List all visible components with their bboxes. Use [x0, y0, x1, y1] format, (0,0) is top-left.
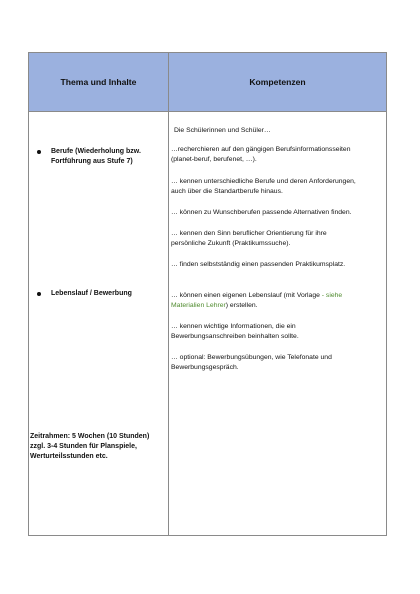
competency-item	[171, 208, 352, 218]
competency-line: auch über die Standartberufe hinaus.	[171, 188, 283, 195]
competency-text: … können einen eigenen Lebenslauf (mit Vorlage	[171, 292, 322, 299]
bullet-icon	[37, 150, 41, 154]
competencies-intro: Die Schülerinnen und Schüler…	[174, 127, 271, 134]
timeframe-line: Werturteilsstunden etc.	[30, 453, 108, 460]
competency-item	[171, 177, 356, 197]
competency-line: … finden selbstständig einen passenden Praktikumsplatz.	[171, 261, 346, 268]
competency-line: Bewerbungsanschreiben beinhalten sollte.	[171, 333, 299, 340]
topic-line: Berufe (Wiederholung bzw.	[51, 148, 141, 155]
competency-line: Bewerbungsgespräch.	[171, 364, 239, 371]
competency-line: … können zu Wunschberufen passende Alternativen finden.	[171, 209, 352, 216]
column-divider	[168, 53, 169, 535]
table-header-row	[29, 53, 386, 112]
competency-line	[171, 291, 342, 301]
competency-item	[171, 353, 332, 373]
competency-line: persönliche Zukunft (Praktikumssuche).	[171, 240, 291, 247]
topic-line: Fortführung aus Stufe 7)	[51, 158, 133, 165]
timeframe-line: zzgl. 3-4 Stunden für Planspiele,	[30, 443, 137, 450]
materials-reference-link[interactable]: Materialien Lehrer	[171, 302, 226, 309]
competency-line	[171, 301, 342, 311]
competency-item	[171, 260, 345, 270]
competency-item	[171, 229, 327, 249]
competency-line: … kennen wichtige Informationen, die ein	[171, 323, 296, 330]
competency-item	[171, 322, 299, 342]
competency-line: …recherchieren auf den gängigen Berufsinformationsseiten	[171, 146, 351, 153]
competency-text: ) erstellen.	[225, 302, 258, 309]
competency-line: (planet-beruf, berufenet, …).	[171, 156, 257, 163]
competency-item	[171, 145, 350, 165]
competency-line: … optional: Bewerbungsübungen, wie Telefonate und	[171, 354, 332, 361]
topic-item-lebenslauf	[29, 289, 168, 299]
header-topics-cell: Thema und Inhalte	[60, 77, 137, 87]
materials-reference-link[interactable]: - siehe	[321, 292, 343, 299]
timeframe-line: Zeitrahmen: 5 Wochen (10 Stunden)	[30, 433, 150, 440]
timeframe-note	[30, 432, 149, 462]
bullet-icon	[37, 292, 41, 296]
curriculum-table	[28, 52, 387, 536]
competency-line: … kennen den Sinn beruflicher Orientierung für ihre	[171, 230, 327, 237]
header-competencies-cell: Kompetenzen	[249, 77, 306, 87]
topic-item-berufe	[29, 147, 168, 167]
topic-line: Lebenslauf / Bewerbung	[51, 290, 132, 297]
competency-item-lebenslauf	[171, 291, 342, 311]
competency-line: … kennen unterschiedliche Berufe und deren Anforderungen,	[171, 178, 356, 185]
